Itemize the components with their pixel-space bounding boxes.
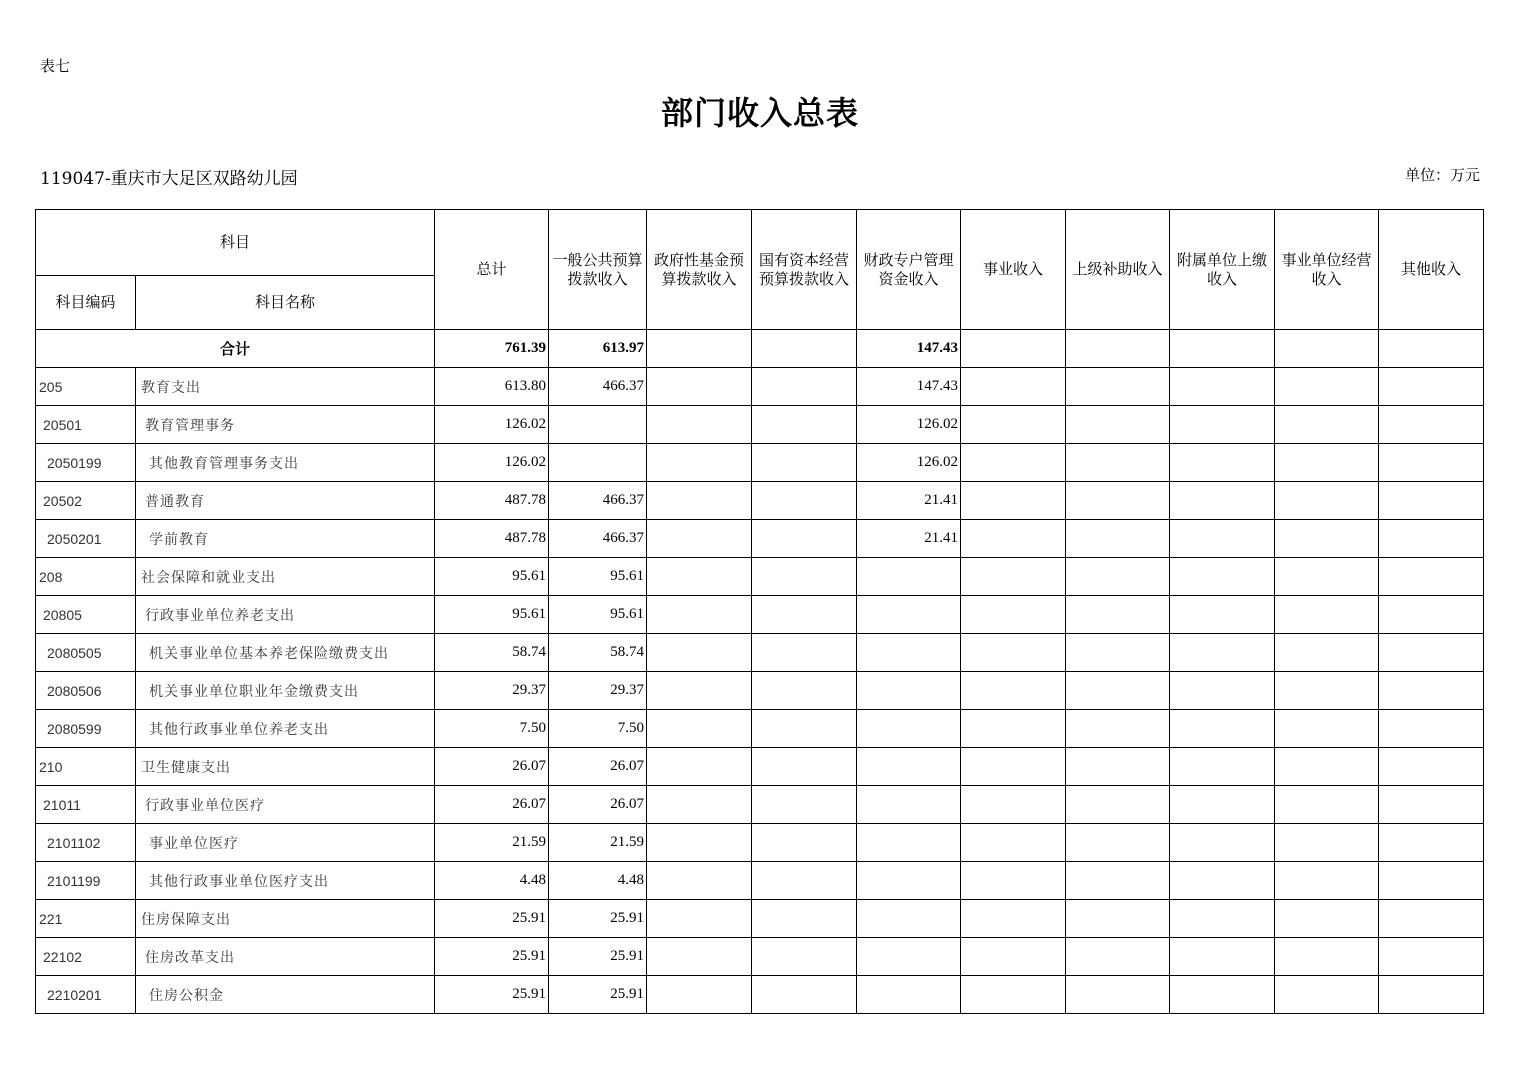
page-title: 部门收入总表 — [660, 94, 859, 132]
amount-cell-fund — [647, 444, 752, 482]
table-row — [36, 748, 1484, 786]
amount-cell-state-capital — [752, 482, 857, 520]
amount-cell-fund — [647, 862, 752, 900]
amount-cell-state-capital — [752, 976, 857, 1014]
amount-cell-operating — [1275, 824, 1379, 862]
amount-cell-business — [961, 558, 1066, 596]
amount-cell-operating — [1275, 938, 1379, 976]
amount-cell-affiliate — [1170, 862, 1275, 900]
subject-name-cell: 住房保障支出 — [136, 900, 435, 938]
subject-code-cell: 2050199 — [36, 444, 136, 482]
amount-cell-total: 26.07 — [435, 786, 549, 824]
amount-cell-operating — [1275, 710, 1379, 748]
amount-cell-other — [1379, 558, 1484, 596]
subject-code-cell: 20501 — [36, 406, 136, 444]
amount-cell-other — [1379, 368, 1484, 406]
header-other-income: 其他收入 — [1379, 210, 1484, 330]
amount-cell-total: 4.48 — [435, 862, 549, 900]
amount-cell-fund — [647, 748, 752, 786]
amount-cell-fund — [647, 406, 752, 444]
amount-cell-general — [549, 444, 647, 482]
table-row — [36, 444, 1484, 482]
amount-cell-affiliate — [1170, 710, 1275, 748]
total-cell-special: 147.43 — [857, 330, 961, 368]
amount-cell-state-capital — [752, 634, 857, 672]
amount-cell-general: 58.74 — [549, 634, 647, 672]
amount-cell-other — [1379, 672, 1484, 710]
subject-code-cell: 210 — [36, 748, 136, 786]
amount-cell-business — [961, 368, 1066, 406]
amount-cell-affiliate — [1170, 672, 1275, 710]
amount-cell-business — [961, 976, 1066, 1014]
amount-cell-business — [961, 406, 1066, 444]
amount-cell-total: 21.59 — [435, 824, 549, 862]
subject-code-cell: 2210201 — [36, 976, 136, 1014]
subject-code-cell: 2101199 — [36, 862, 136, 900]
table-row — [36, 672, 1484, 710]
table-row — [36, 824, 1484, 862]
amount-cell-other — [1379, 634, 1484, 672]
amount-cell-business — [961, 634, 1066, 672]
table-row — [36, 938, 1484, 976]
amount-cell-special — [857, 672, 961, 710]
subject-code-cell: 21011 — [36, 786, 136, 824]
amount-cell-total: 25.91 — [435, 900, 549, 938]
subject-name-cell: 学前教育 — [136, 520, 435, 558]
header-state-capital: 国有资本经营预算拨款收入 — [752, 210, 857, 330]
subject-code-cell: 20805 — [36, 596, 136, 634]
amount-cell-affiliate — [1170, 900, 1275, 938]
amount-cell-state-capital — [752, 862, 857, 900]
subject-name-cell: 行政事业单位医疗 — [136, 786, 435, 824]
amount-cell-superior — [1066, 596, 1170, 634]
amount-cell-special — [857, 748, 961, 786]
amount-cell-other — [1379, 482, 1484, 520]
subject-code-cell: 208 — [36, 558, 136, 596]
amount-cell-affiliate — [1170, 824, 1275, 862]
amount-cell-affiliate — [1170, 634, 1275, 672]
amount-cell-business — [961, 710, 1066, 748]
subject-code-cell: 205 — [36, 368, 136, 406]
amount-cell-business — [961, 786, 1066, 824]
amount-cell-other — [1379, 444, 1484, 482]
amount-cell-affiliate — [1170, 596, 1275, 634]
amount-cell-affiliate — [1170, 748, 1275, 786]
amount-cell-superior — [1066, 862, 1170, 900]
amount-cell-state-capital — [752, 672, 857, 710]
amount-cell-superior — [1066, 482, 1170, 520]
table-row — [36, 862, 1484, 900]
subject-name-cell: 社会保障和就业支出 — [136, 558, 435, 596]
table-row — [36, 710, 1484, 748]
amount-cell-superior — [1066, 444, 1170, 482]
amount-cell-total: 613.80 — [435, 368, 549, 406]
amount-cell-other — [1379, 862, 1484, 900]
total-label: 合计 — [36, 330, 435, 368]
amount-cell-state-capital — [752, 444, 857, 482]
amount-cell-other — [1379, 900, 1484, 938]
table-row — [36, 976, 1484, 1014]
table-row — [36, 406, 1484, 444]
amount-cell-other — [1379, 938, 1484, 976]
amount-cell-state-capital — [752, 710, 857, 748]
amount-cell-state-capital — [752, 406, 857, 444]
amount-cell-general: 466.37 — [549, 368, 647, 406]
amount-cell-superior — [1066, 368, 1170, 406]
amount-cell-fund — [647, 938, 752, 976]
subject-name-cell: 其他行政事业单位医疗支出 — [136, 862, 435, 900]
amount-cell-general: 4.48 — [549, 862, 647, 900]
total-cell-other — [1379, 330, 1484, 368]
amount-cell-state-capital — [752, 786, 857, 824]
header-operating-income: 事业单位经营收入 — [1275, 210, 1379, 330]
amount-cell-state-capital — [752, 900, 857, 938]
total-cell-business — [961, 330, 1066, 368]
table-number: 表七 — [40, 57, 71, 75]
amount-cell-state-capital — [752, 938, 857, 976]
subject-code-cell: 20502 — [36, 482, 136, 520]
subject-name-cell: 住房改革支出 — [136, 938, 435, 976]
total-cell-total: 761.39 — [435, 330, 549, 368]
amount-cell-general: 26.07 — [549, 786, 647, 824]
total-row — [36, 330, 1484, 368]
amount-cell-superior — [1066, 900, 1170, 938]
table-row — [36, 482, 1484, 520]
header-gov-fund: 政府性基金预算拨款收入 — [647, 210, 752, 330]
header-subject: 科目 — [36, 210, 435, 276]
header-general-budget: 一般公共预算拨款收入 — [549, 210, 647, 330]
amount-cell-special: 21.41 — [857, 482, 961, 520]
subject-code-cell: 2080505 — [36, 634, 136, 672]
amount-cell-other — [1379, 520, 1484, 558]
amount-cell-general — [549, 406, 647, 444]
amount-cell-fund — [647, 786, 752, 824]
amount-cell-special — [857, 634, 961, 672]
amount-cell-total: 25.91 — [435, 976, 549, 1014]
amount-cell-total: 126.02 — [435, 406, 549, 444]
amount-cell-special — [857, 938, 961, 976]
amount-cell-special — [857, 900, 961, 938]
header-subject-code: 科目编码 — [36, 276, 136, 330]
amount-cell-superior — [1066, 634, 1170, 672]
amount-cell-affiliate — [1170, 976, 1275, 1014]
amount-cell-fund — [647, 710, 752, 748]
unit-label: 单位：万元 — [1404, 166, 1480, 184]
subject-name-cell: 教育管理事务 — [136, 406, 435, 444]
header-superior-subsidy: 上级补助收入 — [1066, 210, 1170, 330]
amount-cell-state-capital — [752, 824, 857, 862]
amount-cell-special: 147.43 — [857, 368, 961, 406]
subject-name-cell: 住房公积金 — [136, 976, 435, 1014]
amount-cell-total: 25.91 — [435, 938, 549, 976]
amount-cell-other — [1379, 406, 1484, 444]
table-row — [36, 558, 1484, 596]
amount-cell-special: 126.02 — [857, 406, 961, 444]
subject-code-cell: 2080506 — [36, 672, 136, 710]
amount-cell-general: 25.91 — [549, 900, 647, 938]
total-cell-operating — [1275, 330, 1379, 368]
subject-name-cell: 机关事业单位基本养老保险缴费支出 — [136, 634, 435, 672]
subject-name-cell: 事业单位医疗 — [136, 824, 435, 862]
total-cell-affiliate — [1170, 330, 1275, 368]
amount-cell-fund — [647, 520, 752, 558]
amount-cell-superior — [1066, 520, 1170, 558]
amount-cell-general: 95.61 — [549, 558, 647, 596]
header-special-account: 财政专户管理资金收入 — [857, 210, 961, 330]
amount-cell-special — [857, 710, 961, 748]
total-cell-fund — [647, 330, 752, 368]
amount-cell-affiliate — [1170, 520, 1275, 558]
amount-cell-affiliate — [1170, 938, 1275, 976]
amount-cell-business — [961, 444, 1066, 482]
header-total: 总计 — [435, 210, 549, 330]
amount-cell-fund — [647, 634, 752, 672]
amount-cell-operating — [1275, 786, 1379, 824]
amount-cell-affiliate — [1170, 368, 1275, 406]
amount-cell-operating — [1275, 634, 1379, 672]
table-row — [36, 368, 1484, 406]
total-cell-general: 613.97 — [549, 330, 647, 368]
subject-code-cell: 221 — [36, 900, 136, 938]
amount-cell-operating — [1275, 482, 1379, 520]
amount-cell-superior — [1066, 672, 1170, 710]
amount-cell-operating — [1275, 406, 1379, 444]
amount-cell-state-capital — [752, 748, 857, 786]
amount-cell-general: 29.37 — [549, 672, 647, 710]
amount-cell-business — [961, 900, 1066, 938]
header-business-income: 事业收入 — [961, 210, 1066, 330]
amount-cell-operating — [1275, 862, 1379, 900]
amount-cell-total: 29.37 — [435, 672, 549, 710]
amount-cell-total: 487.78 — [435, 482, 549, 520]
amount-cell-fund — [647, 558, 752, 596]
amount-cell-superior — [1066, 748, 1170, 786]
amount-cell-general: 466.37 — [549, 520, 647, 558]
amount-cell-state-capital — [752, 520, 857, 558]
amount-cell-special — [857, 976, 961, 1014]
amount-cell-operating — [1275, 444, 1379, 482]
amount-cell-affiliate — [1170, 786, 1275, 824]
amount-cell-special — [857, 558, 961, 596]
table-row — [36, 596, 1484, 634]
amount-cell-business — [961, 596, 1066, 634]
header-subject-name: 科目名称 — [136, 276, 435, 330]
table-row — [36, 900, 1484, 938]
amount-cell-affiliate — [1170, 482, 1275, 520]
amount-cell-state-capital — [752, 558, 857, 596]
amount-cell-operating — [1275, 900, 1379, 938]
subject-name-cell: 教育支出 — [136, 368, 435, 406]
amount-cell-special — [857, 862, 961, 900]
total-cell-state-capital — [752, 330, 857, 368]
subject-name-cell: 卫生健康支出 — [136, 748, 435, 786]
amount-cell-total: 95.61 — [435, 558, 549, 596]
table-body — [36, 330, 1484, 1014]
amount-cell-superior — [1066, 824, 1170, 862]
amount-cell-general: 95.61 — [549, 596, 647, 634]
amount-cell-operating — [1275, 558, 1379, 596]
amount-cell-general: 25.91 — [549, 938, 647, 976]
amount-cell-total: 26.07 — [435, 748, 549, 786]
amount-cell-fund — [647, 482, 752, 520]
amount-cell-state-capital — [752, 596, 857, 634]
amount-cell-total: 58.74 — [435, 634, 549, 672]
amount-cell-superior — [1066, 710, 1170, 748]
amount-cell-other — [1379, 748, 1484, 786]
amount-cell-special — [857, 596, 961, 634]
amount-cell-business — [961, 862, 1066, 900]
amount-cell-special: 21.41 — [857, 520, 961, 558]
amount-cell-other — [1379, 824, 1484, 862]
amount-cell-total: 95.61 — [435, 596, 549, 634]
amount-cell-general: 7.50 — [549, 710, 647, 748]
table-header — [36, 210, 1484, 330]
amount-cell-fund — [647, 596, 752, 634]
amount-cell-other — [1379, 596, 1484, 634]
table-row — [36, 786, 1484, 824]
amount-cell-business — [961, 748, 1066, 786]
amount-cell-fund — [647, 900, 752, 938]
subject-name-cell: 其他教育管理事务支出 — [136, 444, 435, 482]
amount-cell-total: 7.50 — [435, 710, 549, 748]
amount-cell-fund — [647, 672, 752, 710]
amount-cell-total: 126.02 — [435, 444, 549, 482]
subject-code-cell: 22102 — [36, 938, 136, 976]
amount-cell-business — [961, 672, 1066, 710]
amount-cell-superior — [1066, 406, 1170, 444]
amount-cell-other — [1379, 786, 1484, 824]
amount-cell-business — [961, 938, 1066, 976]
amount-cell-operating — [1275, 368, 1379, 406]
amount-cell-state-capital — [752, 368, 857, 406]
amount-cell-affiliate — [1170, 444, 1275, 482]
amount-cell-special — [857, 824, 961, 862]
amount-cell-superior — [1066, 938, 1170, 976]
amount-cell-superior — [1066, 558, 1170, 596]
amount-cell-affiliate — [1170, 406, 1275, 444]
subject-name-cell: 普通教育 — [136, 482, 435, 520]
amount-cell-general: 466.37 — [549, 482, 647, 520]
subject-name-cell: 其他行政事业单位养老支出 — [136, 710, 435, 748]
header-affiliate-income: 附属单位上缴收入 — [1170, 210, 1275, 330]
subject-code-cell: 2101102 — [36, 824, 136, 862]
amount-cell-fund — [647, 976, 752, 1014]
amount-cell-operating — [1275, 596, 1379, 634]
amount-cell-superior — [1066, 976, 1170, 1014]
amount-cell-general: 21.59 — [549, 824, 647, 862]
subject-name-cell: 机关事业单位职业年金缴费支出 — [136, 672, 435, 710]
amount-cell-fund — [647, 824, 752, 862]
amount-cell-operating — [1275, 976, 1379, 1014]
table-row — [36, 634, 1484, 672]
income-summary-table — [35, 209, 1484, 1014]
organization-name: 119047-重庆市大足区双路幼儿园 — [40, 169, 298, 189]
amount-cell-general: 25.91 — [549, 976, 647, 1014]
subject-name-cell: 行政事业单位养老支出 — [136, 596, 435, 634]
amount-cell-other — [1379, 976, 1484, 1014]
amount-cell-operating — [1275, 520, 1379, 558]
amount-cell-affiliate — [1170, 558, 1275, 596]
total-cell-superior — [1066, 330, 1170, 368]
subject-code-cell: 2080599 — [36, 710, 136, 748]
amount-cell-business — [961, 520, 1066, 558]
amount-cell-total: 487.78 — [435, 520, 549, 558]
amount-cell-business — [961, 482, 1066, 520]
amount-cell-operating — [1275, 672, 1379, 710]
amount-cell-special — [857, 786, 961, 824]
subject-code-cell: 2050201 — [36, 520, 136, 558]
amount-cell-special: 126.02 — [857, 444, 961, 482]
amount-cell-fund — [647, 368, 752, 406]
amount-cell-business — [961, 824, 1066, 862]
amount-cell-general: 26.07 — [549, 748, 647, 786]
amount-cell-operating — [1275, 748, 1379, 786]
table-row — [36, 520, 1484, 558]
amount-cell-other — [1379, 710, 1484, 748]
amount-cell-superior — [1066, 786, 1170, 824]
